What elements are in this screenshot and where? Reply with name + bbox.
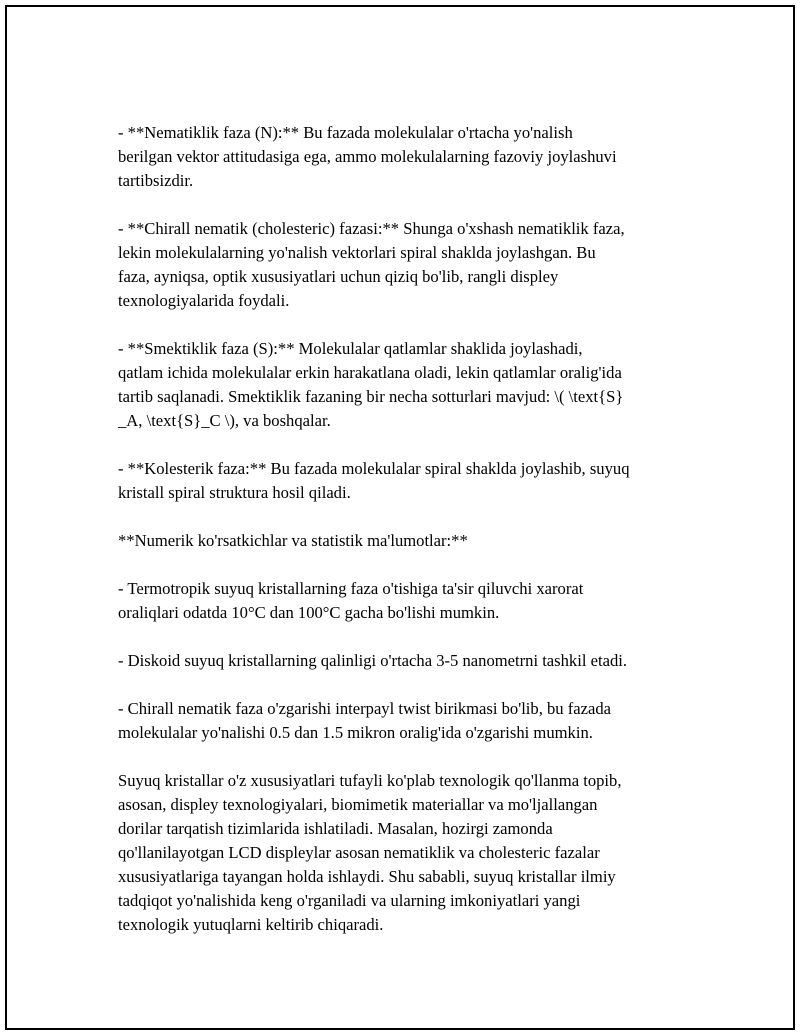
paragraph-chiral-nematic-phase: - **Chirall nematik (cholesteric) fazasi:** Shunga o'xshash nematiklik faza, lekin molekulalarning yo'nalish vektorlari spiral shaklda joylashgan. Bu faza, ayniqsa, optik xususiyatlari uchun qiziq bo'lib, rangli displey texnologiyalarida foydali. [118, 219, 625, 310]
paragraph-chiral-twist: - Chirall nematik faza o'zgarishi interpayl twist birikmasi bo'lib, bu fazada molekulalar yo'nalishi 0.5 dan 1.5 mikron oralig'ida o'zgarishi mumkin. [118, 699, 612, 742]
paragraph-smectic-phase: - **Smektiklik faza (S):** Molekulalar qatlamlar shaklida joylashadi, qatlam ichida molekulalar erkin harakatlana oladi, lekin qatlamlar oralig'ida tartib saqlanadi. Smektiklik fazaning bir necha sotturlari mavjud: \( \text{S} _A, \text{S}_C \), va boshqalar. [118, 339, 624, 430]
paragraph-discoid-thickness: - Diskoid suyuq kristallarning qalinligi o'rtacha 3-5 nanometrni tashkil etadi. [118, 651, 627, 670]
page-frame [5, 5, 795, 1030]
section-heading-numeric-stats: **Numerik ko'rsatkichlar va statistik ma'lumotlar:** [118, 531, 468, 550]
paragraph-cholesteric-phase: - **Kolesterik faza:** Bu fazada molekulalar spiral shaklda joylashib, suyuq kristall spiral struktura hosil qiladi. [118, 459, 630, 502]
paragraph-nematic-phase: - **Nematiklik faza (N):** Bu fazada molekulalar o'rtacha yo'nalish berilgan vektor attitudasiga ega, ammo molekulalarning fazoviy joylashuvi tartibsizdir. [118, 123, 617, 190]
paragraph-thermotropic-range: - Termotropik suyuq kristallarning faza o'tishiga ta'sir qiluvchi xarorat oraliqlari odatda 10°C dan 100°C gacha bo'lishi mumkin. [118, 579, 584, 622]
document-body [118, 121, 708, 961]
paragraph-applications: Suyuq kristallar o'z xususiyatlari tufayli ko'plab texnologik qo'llanma topib, asosan, displey texnologiyalari, biomimetik materiallar va mo'ljallangan dorilar tarqatish tizimlarida ishlatiladi. Masalan, hozirgi zamonda qo'llanilayotgan LCD displeylar asosan nematiklik va cholesteric fazalar xususiyatlariga tayangan holda ishlaydi. Shu sababli, suyuq kristallar ilmiy tadqiqot yo'nalishida keng o'rganiladi va ularning imkoniyatlari yangi texnologik yutuqlarni keltirib chiqaradi. [118, 771, 622, 934]
